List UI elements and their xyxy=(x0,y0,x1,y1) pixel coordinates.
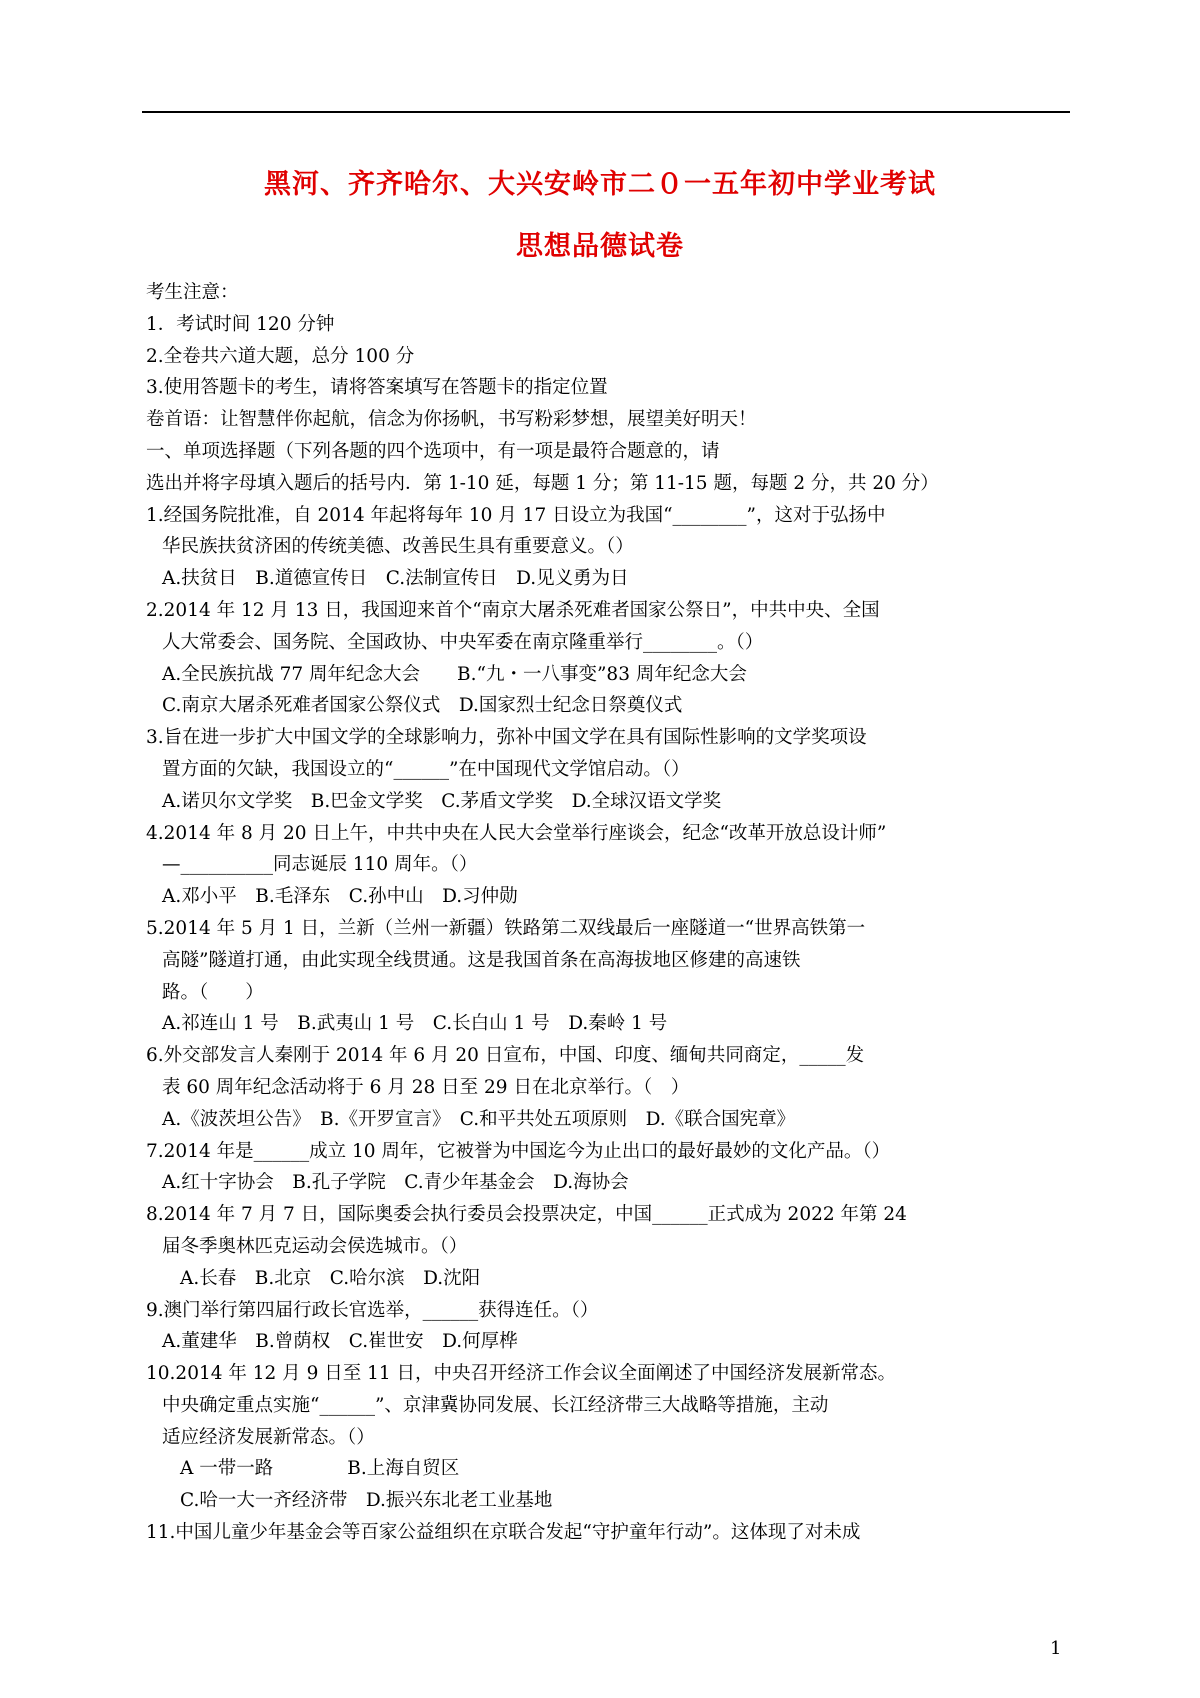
text-line: 2.2014 年 12 月 13 日，我国迎来首个“南京大屠杀死难者国家公祭日”，中共中央、全国 xyxy=(146,599,880,621)
text-line: 5.2014 年 5 月 1 日，兰新（兰州一新疆）铁路第二双线最后一座隧道一“世界高铁第一 xyxy=(146,917,866,939)
header-rule xyxy=(142,111,1070,113)
text-line: 3.使用答题卡的考生，请将答案填写在答题卡的指定位置 xyxy=(146,377,608,399)
text-line: A.全民族抗战 77 周年纪念大会 B.“九・一八事变”83 周年纪念大会 xyxy=(162,663,747,685)
exam-subtitle: 思想品德试卷 xyxy=(516,231,684,262)
text-line: 路。（ ） xyxy=(162,981,264,1003)
text-line: 8.2014 年 7 月 7 日，国际奥委会执行委员会投票决定，中国______正式成为 2022 年第 24 xyxy=(146,1204,907,1226)
exam-title: 黑河、齐齐哈尔、大兴安岭市二０一五年初中学业考试 xyxy=(264,169,936,200)
exam-body xyxy=(146,277,1006,1549)
text-line: 考生注意： xyxy=(146,282,239,303)
text-line: A.长春 B.北京 C.哈尔滨 D.沈阳 xyxy=(180,1267,481,1289)
text-line: 适应经济发展新常态。（） xyxy=(162,1426,375,1448)
text-line: 2.全卷共六道大题，总分 100 分 xyxy=(146,345,415,367)
text-line: 一、单项选择题（下列各题的四个选项中，有一项是最符合题意的，请 xyxy=(146,440,720,462)
text-line: 4.2014 年 8 月 20 日上午，中共中央在人民大会堂举行座谈会，纪念“改革开放总设计师” xyxy=(146,822,887,844)
text-line: 10.2014 年 12 月 9 日至 11 日，中央召开经济工作会议全面阐述了中国经济发展新常态。 xyxy=(146,1363,897,1385)
text-line: A.董建华 B.曾荫权 C.崔世安 D.何厚桦 xyxy=(162,1331,518,1353)
text-line: 届冬季奥林匹克运动会侯选城市。（） xyxy=(162,1235,468,1257)
text-line: 6.外交部发言人秦刚于 2014 年 6 月 20 日宣布，中国、印度、缅甸共同商定，_____发 xyxy=(146,1045,865,1067)
text-line: 7.2014 年是______成立 10 周年，它被誉为中国迄今为止出口的最好最妙的文化产品。（） xyxy=(146,1140,891,1162)
text-line: A.扶贫日 B.道德宣传日 C.法制宣传日 D.见义勇为日 xyxy=(162,568,629,590)
text-line: 9.澳门举行第四届行政长官选举，______获得连任。（） xyxy=(146,1299,599,1321)
text-line: 11.中国儿童少年基金会等百家公益组织在京联合发起“守护童年行动”。这体现了对未成 xyxy=(146,1522,861,1544)
text-line: 人大常委会、国务院、全国政协、中央军委在南京隆重举行________。（） xyxy=(162,631,764,653)
text-line: C.哈一大一齐经济带 D.振兴东北老工业基地 xyxy=(180,1490,553,1512)
text-line: 中央确定重点实施“______”、京津冀协同发展、长江经济带三大战略等措施，主动 xyxy=(162,1394,829,1416)
text-line: A.邓小平 B.毛泽东 C.孙中山 D.习仲勋 xyxy=(162,886,518,908)
page-number: 1 xyxy=(1050,1638,1062,1659)
text-line: C.南京大屠杀死难者国家公祭仪式 D.国家烈士纪念日祭奠仪式 xyxy=(162,695,683,717)
text-line: 1.经国务院批准，自 2014 年起将每年 10 月 17 日设立为我国“________”，这对于弘扬中 xyxy=(146,504,886,526)
text-line: A 一带一路 B.上海自贸区 xyxy=(180,1458,460,1480)
text-line: 华民族扶贫济困的传统美德、改善民生具有重要意义。（） xyxy=(162,536,634,558)
text-line: 卷首语：让智慧伴你起航，信念为你扬帆，书写粉彩梦想，展望美好明天！ xyxy=(146,409,757,431)
text-line: A.《波茨坦公告》 B.《开罗宣言》 C.和平共处五项原则 D.《联合国宪章》 xyxy=(162,1108,796,1130)
text-line: A.祁连山 1 号 B.武夷山 1 号 C.长白山 1 号 D.秦岭 1 号 xyxy=(162,1013,668,1035)
text-line: 表 60 周年纪念活动将于 6 月 28 日至 29 日在北京举行。（ ） xyxy=(162,1076,690,1098)
text-line: —__________同志诞辰 110 周年。（） xyxy=(162,854,478,876)
text-line: 1．考试时间 120 分钟 xyxy=(146,313,335,335)
text-line: 3.旨在进一步扩大中国文学的全球影响力，弥补中国文学在具有国际性影响的文学奖项设 xyxy=(146,727,867,749)
text-line: 高隧”隧道打通，由此实现全线贯通。这是我国首条在高海拔地区修建的高速铁 xyxy=(162,949,801,971)
text-line: A.诺贝尔文学奖 B.巴金文学奖 C.茅盾文学奖 D.全球汉语文学奖 xyxy=(162,790,722,812)
text-line: 置方面的欠缺，我国设立的“______”在中国现代文学馆启动。（） xyxy=(162,758,690,780)
text-line: A.红十字协会 B.孔子学院 C.青少年基金会 D.海协会 xyxy=(162,1172,629,1194)
text-line: 选出并将字母填入题后的括号内．第 1-10 延，每题 1 分；第 11-15 题，每题 2 分，共 20 分） xyxy=(146,472,939,494)
